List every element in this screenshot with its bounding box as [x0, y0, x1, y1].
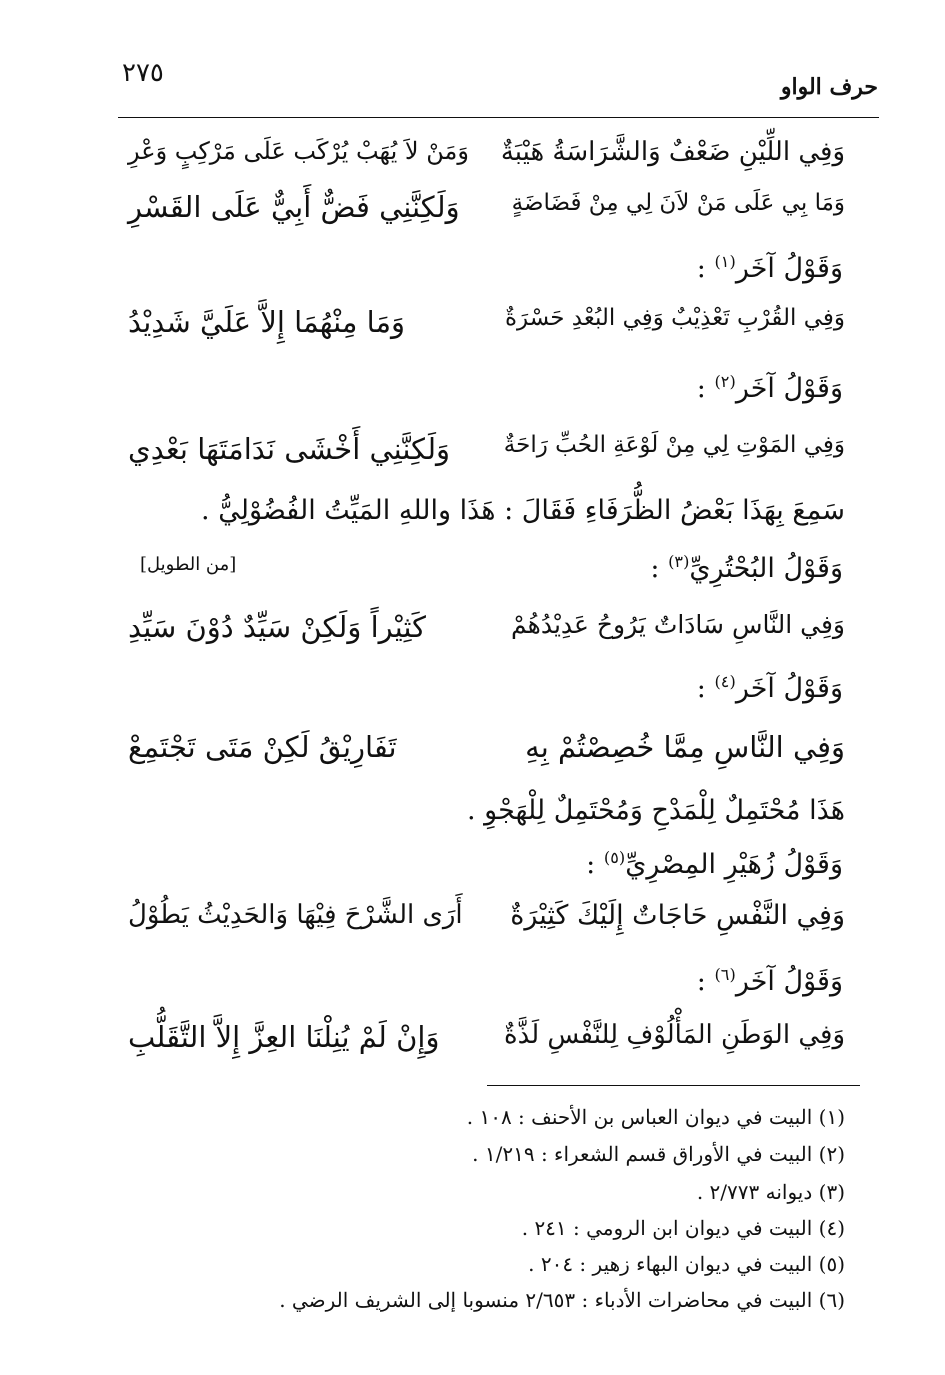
footnote-marker: (٦): [714, 965, 736, 984]
verse-second-hemistich: كَثِيْراً وَلَكِنْ سَيِّدٌ دُوْنَ سَيِّدِ: [128, 610, 426, 644]
verse-second-hemistich: وَمَا مِنْهُمَا إِلاَّ عَلَيَّ شَدِيْدُ: [128, 305, 405, 339]
verse-second-hemistich: تَفَارِيْقُ لَكِنْ مَتَى تَجْتَمِعْ: [128, 730, 397, 764]
poem-introduction: [697, 252, 843, 284]
verse-first-hemistich: وَفِي الوَطَنِ المَأْلُوْفِ لِلنَّفْسِ لَذَّةٌ: [503, 1020, 845, 1050]
footnote-2: (٢) البيت في الأوراق قسم الشعراء : ١/٢١٩ .: [472, 1142, 845, 1166]
footnote-separator: [487, 1085, 860, 1086]
verse-line: [128, 1020, 845, 1070]
intro-text: وَقَوْلُ البُحْتُرِيِّ: [689, 553, 843, 584]
verse-first-hemistich: وَفِي اللِّيْنِ ضَعْفٌ وَالشَّرَاسَةُ هَيْبَةٌ: [500, 137, 845, 167]
verse-first-hemistich: وَفِي المَوْتِ لِي مِنْ لَوْعَةِ الحُبِّ رَاحَةٌ: [503, 432, 845, 458]
header-rule: [118, 117, 879, 118]
poem-introduction: [697, 965, 843, 997]
verse-second-hemistich: وَلَكِنَّنِي فَضٌّ أَبِيٌّ عَلَى القَسْرِ: [128, 190, 460, 224]
intro-colon: :: [696, 373, 715, 404]
verse-first-hemistich: وَفِي النَّاسِ سَادَاتٌ يَرُوحُ عَدِيْدُهُمْ: [511, 610, 845, 639]
footnote-marker: (٥): [603, 848, 626, 867]
footnote-marker: (١): [714, 252, 736, 271]
meter-label: [من الطويل]: [140, 554, 237, 575]
poem-introduction: [697, 672, 843, 704]
intro-text: وَقَوْلُ آخَر: [735, 966, 843, 997]
intro-colon: :: [696, 673, 715, 704]
intro-colon: :: [650, 553, 669, 584]
prose-comment: سَمِعَ بِهَذَا بَعْضُ الظُّرَفَاءِ فَقَالَ : هَذَا واللهِ المَيِّتُ الفُضُوْلِيُّ .: [201, 495, 845, 526]
verse-line: [128, 900, 845, 950]
intro-text: وَقَوْلُ زُهَيْرِ المِصْرِيِّ: [625, 849, 843, 880]
footnote-1: (١) البيت في ديوان العباس بن الأحنف : ١٠٨ .: [466, 1105, 845, 1129]
verse-first-hemistich: وَفِي النَّاسِ مِمَّا خُصِصْتُمْ بِهِ: [525, 730, 845, 764]
verse-first-hemistich: وَفِي القُرْبِ تَعْذِيْبٌ وَفِي البُعْدِ حَسْرَةٌ: [504, 305, 845, 331]
poem-introduction: [650, 552, 843, 584]
poem-introduction: [586, 848, 843, 880]
footnote-marker: (٣): [668, 552, 690, 571]
verse-line: [128, 137, 845, 187]
footnote-6: (٦) البيت في محاضرات الأدباء : ٢/٦٥٣ منسوبا إلى الشريف الرضي .: [279, 1288, 845, 1312]
verse-first-hemistich: وَفِي النَّفْسِ حَاجَاتٌ إِلَيْكَ كَثِيْرَةٌ: [510, 900, 845, 931]
verse-line: [128, 610, 845, 660]
verse-line: [128, 432, 845, 482]
intro-colon: :: [696, 253, 715, 284]
verse-second-hemistich: وَمَنْ لاَ يُهَبْ يُرْكَب عَلَى مَرْكِبٍ وَعْرِ: [128, 137, 469, 165]
intro-text: وَقَوْلُ آخَر: [735, 373, 843, 404]
footnote-5: (٥) البيت في ديوان البهاء زهير : ٢٠٤ .: [528, 1252, 845, 1276]
verse-second-hemistich: أَرَى الشَّرْحَ فِيْهَا وَالحَدِيْثُ يَطُوْلُ: [128, 900, 463, 930]
intro-text: وَقَوْلُ آخَر: [735, 253, 843, 284]
footnote-marker: (٤): [714, 672, 736, 691]
verse-second-hemistich: وَلَكِنَّنِي أَخْشَى نَدَامَتَهَا بَعْدِي: [128, 432, 451, 466]
prose-comment: هَذَا مُحْتَمِلٌ لِلْمَدْحِ وَمُحْتَمِلٌ لِلْهَجْوِ .: [467, 795, 845, 826]
footnote-marker: (٢): [714, 372, 736, 391]
verse-line: [128, 730, 845, 780]
intro-colon: :: [696, 966, 715, 997]
intro-colon: :: [586, 849, 604, 880]
verse-line: [128, 190, 845, 240]
intro-text: وَقَوْلُ آخَر: [735, 673, 843, 704]
footnote-4: (٤) البيت في ديوان ابن الرومي : ٢٤١ .: [521, 1216, 845, 1240]
verse-line: [128, 305, 845, 355]
verse-first-hemistich: وَمَا بِي عَلَى مَنْ لاَنَ لِي مِنْ فَضَاضَةٍ: [511, 190, 845, 216]
page-number: ٢٧٥: [122, 58, 164, 88]
verse-second-hemistich: وَإِنْ لَمْ يُنِلْنَا العِزَّ إِلاَّ التَّقَلُّبِ: [128, 1020, 440, 1054]
running-head: حرف الواو: [780, 74, 878, 100]
poem-introduction: [697, 372, 843, 404]
footnote-3: (٣) ديوانه ٢/٧٧٣ .: [696, 1180, 845, 1204]
